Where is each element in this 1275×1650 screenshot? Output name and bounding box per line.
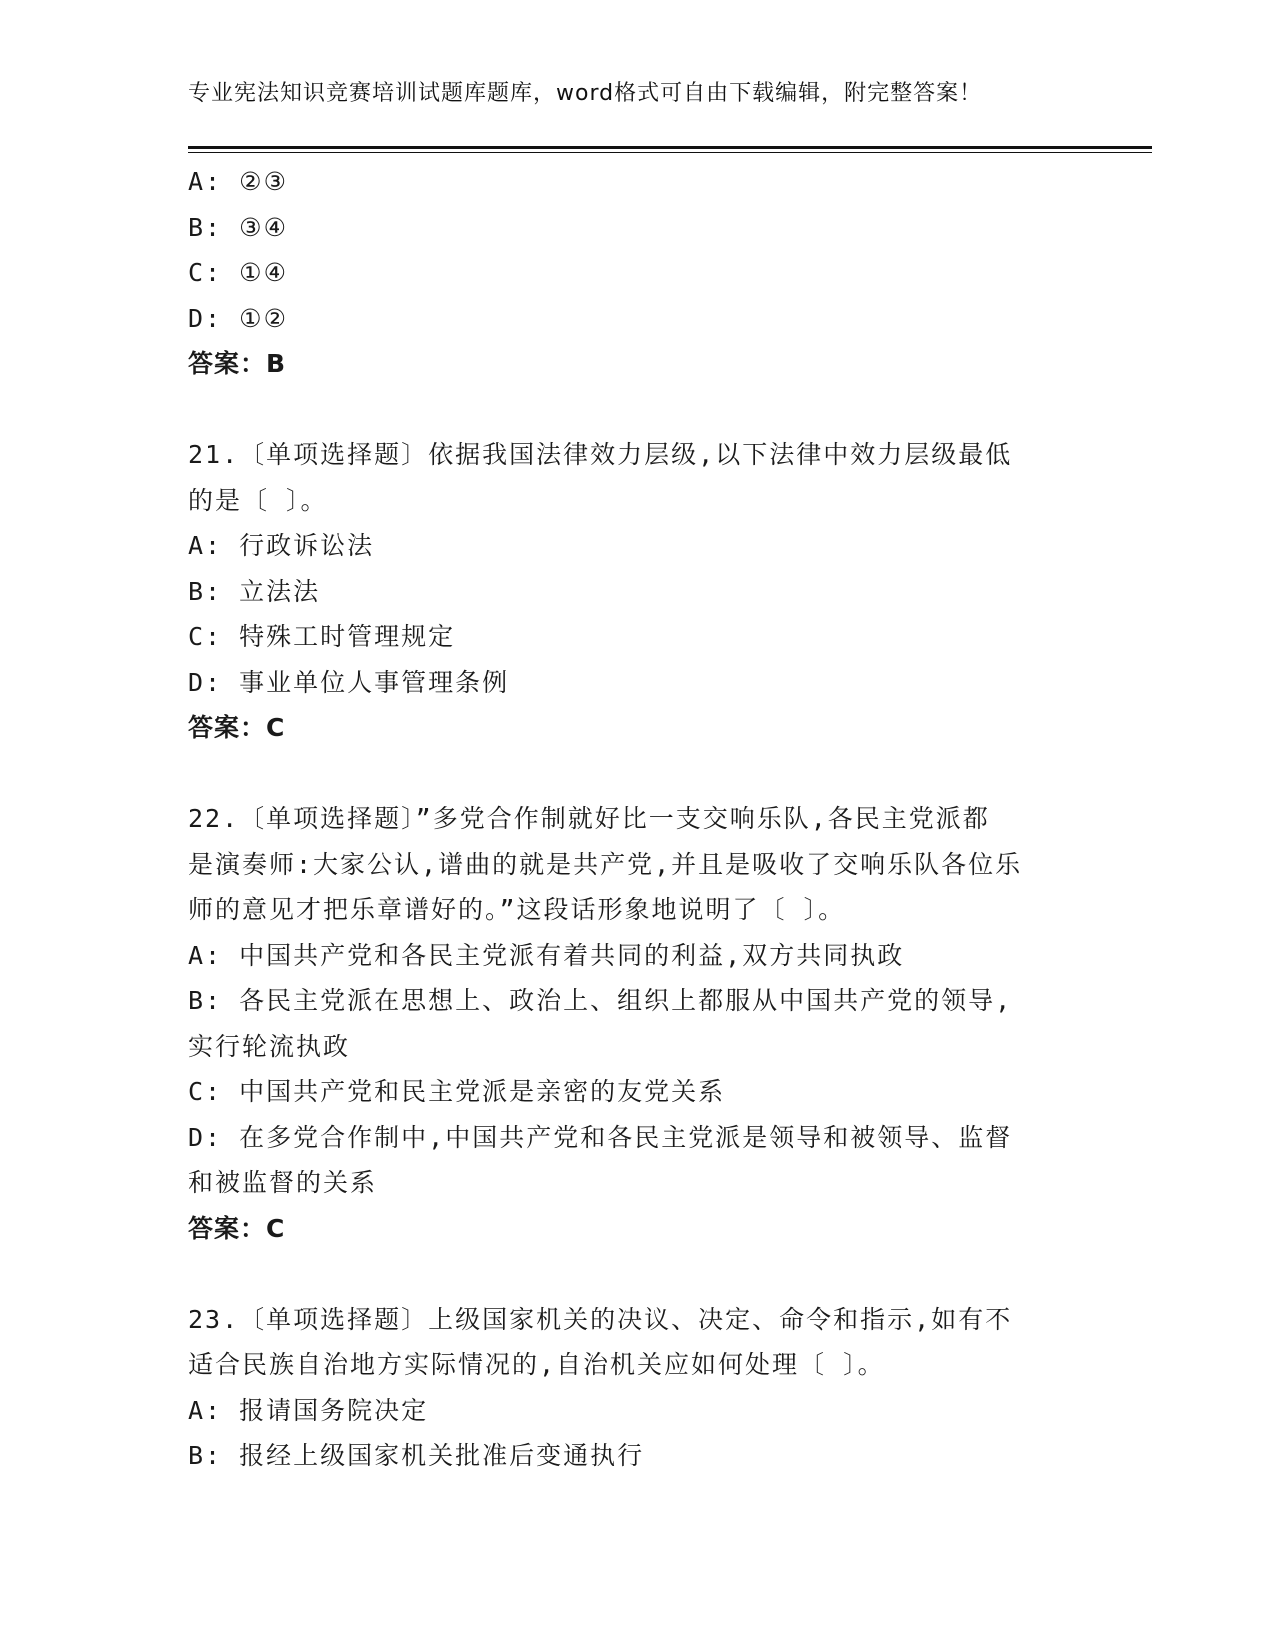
question-block: [188, 1297, 1088, 1479]
question-line: 师的意见才把乐章谱好的。”这段话形象地说明了〔 〕。: [188, 895, 846, 924]
option-line: A: 中国共产党和各民主党派有着共同的利益,双方共同执政: [188, 940, 905, 970]
option-line: D: 事业单位人事管理条例: [188, 667, 510, 697]
question-line: 21.〔单项选择题〕依据我国法律效力层级,以下法律中效力层级最低: [188, 440, 1013, 469]
answer-line: 答案：C: [188, 1213, 286, 1243]
option-line: D: ①②: [188, 303, 288, 333]
option-line: B: 各民主党派在思想上、政治上、组织上都服从中国共产党的领导,: [188, 986, 1013, 1015]
question-block: [188, 432, 1088, 751]
question-line: 的是〔 〕。: [188, 485, 328, 515]
option-line: C: 特殊工时管理规定: [188, 622, 456, 651]
option-line: C: 中国共产党和民主党派是亲密的友党关系: [188, 1077, 726, 1106]
question-block: [188, 796, 1088, 1251]
option-line: B: 报经上级国家机关批准后变通执行: [188, 1441, 645, 1470]
question-list: [188, 159, 1088, 1479]
question-line: 22.〔单项选择题〕”多党合作制就好比一支交响乐队,各民主党派都: [188, 804, 990, 833]
question-line: 是演奏师:大家公认,谱曲的就是共产党,并且是吸收了交响乐队各位乐: [188, 849, 1023, 879]
option-line: 和被监督的关系: [188, 1168, 378, 1197]
option-line: D: 在多党合作制中,中国共产党和各民主党派是领导和被领导、监督: [188, 1122, 1013, 1152]
option-line: A: 行政诉讼法: [188, 531, 375, 560]
option-line: A: 报请国务院决定: [188, 1395, 429, 1425]
question-block: [188, 159, 1088, 387]
block-spacer: [188, 1251, 1088, 1297]
answer-line: 答案：C: [188, 713, 286, 742]
block-spacer: [188, 387, 1088, 433]
page-header: 专业宪法知识竞赛培训试题库题库，word格式可自由下载编辑，附完整答案！: [188, 81, 983, 106]
answer-line: 答案：B: [188, 349, 287, 378]
option-line: C: ①④: [188, 258, 288, 287]
header-rule-thin: [188, 152, 1152, 153]
option-line: B: 立法法: [188, 576, 321, 606]
option-line: B: ③④: [188, 212, 288, 242]
header-rule-thick: [188, 146, 1152, 149]
question-line: 适合民族自治地方实际情况的,自治机关应如何处理〔 〕。: [188, 1350, 885, 1379]
block-spacer: [188, 751, 1088, 797]
option-line: A: ②③: [188, 167, 288, 196]
question-line: 23.〔单项选择题〕上级国家机关的决议、决定、命令和指示,如有不: [188, 1304, 1013, 1334]
option-line: 实行轮流执政: [188, 1031, 351, 1061]
